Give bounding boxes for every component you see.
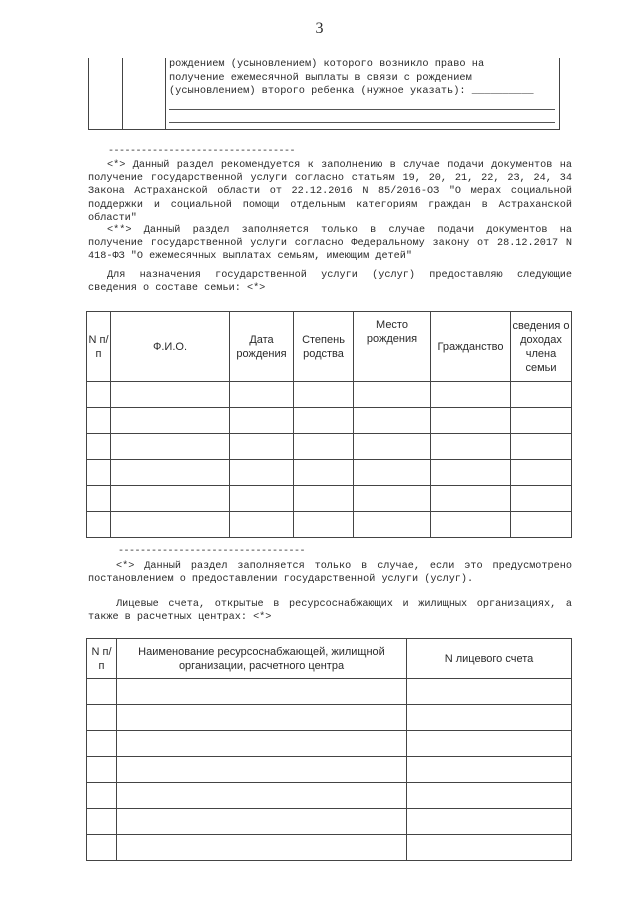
top-text-line: получение ежемесячной выплаты в связи с рождением (169, 71, 472, 84)
col-header-relationship: Степень родства (294, 312, 354, 382)
table-header-row (87, 312, 572, 382)
table-row (87, 679, 572, 705)
family-table (86, 311, 572, 538)
table-row (87, 382, 572, 408)
table-column-divider (122, 58, 123, 129)
fill-in-line (169, 122, 555, 123)
top-table-text (169, 58, 551, 99)
col-header-full-name: Ф.И.О. (111, 312, 230, 382)
top-text-line: рождением (усыновлением) которого возникло право на (169, 58, 485, 70)
col-header-number: N п/п (87, 639, 117, 679)
table-row (87, 434, 572, 460)
table-row (87, 731, 572, 757)
footnote-1: <*> Данный раздел рекомендуется к заполнению в случае подачи документов на получение государственной услуги согласно статьям 19, 20, 21, 22, 23, 24, 34 Закона Астраханской области от 22.12.2016 N 85/2016-ОЗ "О мерах социальной поддержки и социальной помощи отдельным категориям граждан в Астраханской области" (88, 160, 572, 224)
footnote-2: <**> Данный раздел заполняется только в случае подачи документов на получение государственной услуги согласно Федеральному закону от 28.12.2017 N 418-ФЗ "О ежемесячных выплатах семьям, имеющим детей" (88, 225, 572, 263)
col-header-citizenship: Гражданство (431, 312, 511, 382)
footnote-3: <*> Данный раздел заполняется только в случае, если это предусмотрено постановлением о предоставлении государственной услуги (услуг). (88, 561, 572, 586)
table-row (87, 757, 572, 783)
table-row (87, 512, 572, 538)
col-header-birth-place: Место рождения (354, 312, 431, 382)
fill-in-line (169, 109, 555, 110)
accounts-table (86, 638, 572, 861)
col-header-birth-date: Дата рождения (230, 312, 294, 382)
family-intro: Для назначения государственной услуги (услуг) предоставляю следующие сведения о составе семьи: <*> (88, 270, 572, 295)
footnote-separator: ---------------------------------- (108, 146, 296, 157)
footnote-separator: ---------------------------------- (118, 546, 306, 557)
col-header-income: сведения о доходах члена семьи (511, 312, 572, 382)
table-row (87, 408, 572, 434)
page-number: 3 (315, 20, 324, 37)
table-row (87, 835, 572, 861)
table-column-divider (165, 58, 166, 129)
table-header-row (87, 639, 572, 679)
accounts-intro: Лицевые счета, открытые в ресурсоснабжающих и жилищных организациях, а также в расчетных центрах: <*> (88, 599, 572, 624)
table-row (87, 486, 572, 512)
table-row (87, 809, 572, 835)
col-header-organization: Наименование ресурсоснабжающей, жилищной организации, расчетного центра (117, 639, 407, 679)
table-row (87, 460, 572, 486)
table-row (87, 705, 572, 731)
top-text-line: (усыновлением) второго ребенка (нужное указать): __________ (169, 85, 534, 97)
top-table-fragment (88, 58, 560, 130)
table-row (87, 783, 572, 809)
col-header-number: N п/п (87, 312, 111, 382)
col-header-account-number: N лицевого счета (407, 639, 572, 679)
